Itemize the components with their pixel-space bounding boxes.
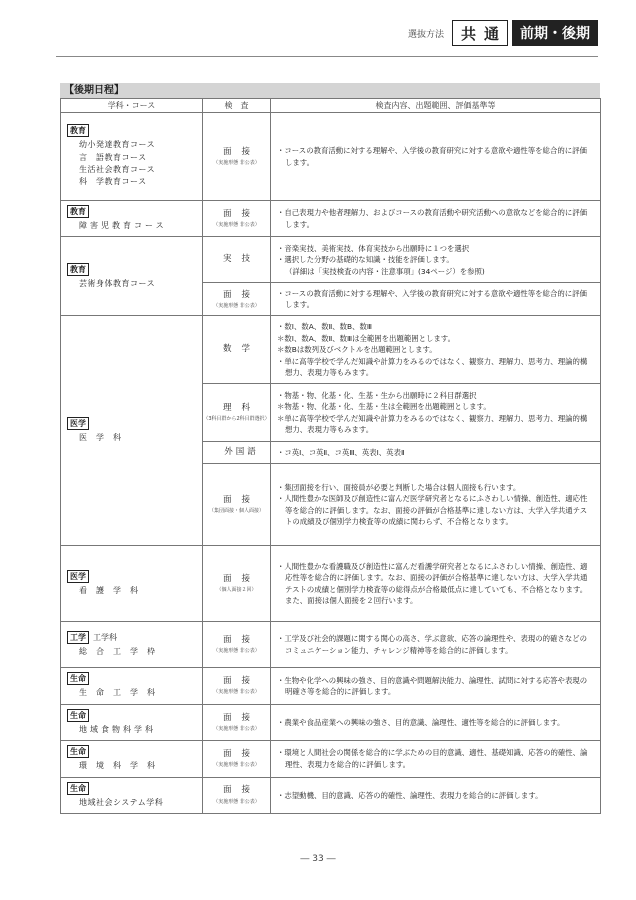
department-cell [61,741,203,777]
table-row [61,316,601,384]
description-item: ・人間性豊かな看護職及び創造性に富んだ看護学研究者となるにふさわしい情操、創造性、適応性等を総合的に評価します。なお、面接の評価が合格基準に達しない方は、大学入学共通テストの成績と個別学力検査等の総得点が合格最低点に達していても、不合格となります。また、面接は個人面接を２回行います。 [277,561,588,606]
department-cell [61,113,203,201]
description-item: ・物基・物、化基・化、生基・生から出願時に２科目群選択 [277,390,477,400]
faculty-tag: 医学 [67,570,89,583]
table-header-row [61,99,601,113]
description-cell [271,741,601,777]
description-cell [271,201,601,237]
faculty-tag: 教育 [67,263,89,276]
description-item: ・数Ⅰ、数A、数Ⅱ、数B、数Ⅲ [277,322,372,332]
description-item: ・農業や食品産業への興味の強さ、目的意識、論理性、適性等を総合的に評価します。 [277,717,565,727]
table-row [61,622,601,668]
faculty-tag: 工学 [67,631,89,644]
section-title: 【後期日程】 [60,83,600,98]
exam-cell [203,113,271,201]
course-name: 地域社会システム学科 [79,797,164,807]
term-badge: 前期・後期 [512,20,598,46]
header-divider [56,56,598,57]
department-cell [61,546,203,622]
faculty-tag: 医学 [67,417,89,430]
description-cell [271,316,601,384]
selection-method-label: 選抜方法 [407,29,444,40]
exam-name: 面接 [222,495,260,506]
table-row [61,668,601,704]
course-name: 言 語教育コース [79,152,147,162]
faculty-tag: 教育 [67,205,89,218]
exam-note: （実施形態 非公表） [213,302,260,309]
exam-cell [203,777,271,813]
exam-cell [203,442,271,464]
exam-name: 面接 [222,749,260,760]
exam-note: （実施形態 非公表） [213,762,260,769]
table-row [61,237,601,283]
exam-name: 数学 [222,344,260,355]
table-row [61,777,601,813]
exam-name: 面接 [222,574,260,585]
description-item: ＊単に高等学校で学んだ知識や計算力をみるのではなく、観察力、理解力、思考力、理論的構想力、表現力等もみます。 [277,413,588,435]
table-row [61,741,601,777]
description-item: ・単に高等学校で学んだ知識や計算力をみるのではなく、観察力、理解力、思考力、理論的構想力、表現力等もみます。 [277,356,588,378]
course-name: 看護学科 [79,586,147,596]
exam-cell [203,464,271,546]
exam-cell [203,237,271,283]
description-item: ・音楽実技、美術実技、体育実技から出願時に１つを選択 [277,243,470,253]
description-item: ・生物や化学への興味の強さ、目的意識や問題解決能力、論理性、試問に対する応答や表現の明確さ等を総合的に評価します。 [277,675,588,697]
course-name: 幼小発達教育コース [79,140,156,150]
description-item: ＊数Ⅰ、数A、数Ⅱ、数Ⅲは全範囲を出題範囲とします。 [277,333,455,343]
department-cell [61,668,203,704]
exam-note: （実施形態 非公表） [213,798,260,805]
column-header: 検査内容、出題範囲、評価基準等 [271,99,601,113]
description-item: ・志望動機、目的意識、応答の的確性、論理性、表現力を総合的に評価します。 [277,790,543,800]
department-cell [61,316,203,546]
department-cell [61,622,203,668]
description-note: （詳細は「実技検査の内容・注意事項」(34ページ）を参照) [285,266,485,276]
page-header [408,20,598,46]
exam-cell [203,384,271,442]
exam-note: （実施形態 非公表） [213,159,260,166]
description-item: ・人間性豊かな医師及び創造性に富んだ医学研究者となるにふさわしい情操、創造性、適応性等を総合的に評価します。なお、面接の評価が合格基準に達しない方は、大学入学共通テストの成績及び個別学力検査等の成績に関わらず、不合格となります。 [277,494,588,527]
description-item: ＊数Bは数列及びベクトルを出題範囲とします。 [277,345,437,355]
table-row [61,704,601,740]
table-row [61,113,601,201]
description-item: ＊物基・物、化基・化、生基・生は全範囲を出題範囲とします。 [277,402,491,412]
course-name: 地域食物科学科 [79,724,156,734]
faculty-tag: 教育 [67,124,89,137]
exam-name: 面接 [222,635,260,646]
exam-name: 面接 [222,712,260,723]
description-item: ・コ英Ⅰ、コ英Ⅱ、コ英Ⅲ、英表Ⅰ、英表Ⅱ [277,448,405,458]
description-item: ・集団面接を行い、面接員が必要と判断した場合は個人面接も行います。 [277,482,521,492]
description-cell [271,384,601,442]
department-cell [61,237,203,316]
column-header: 検 査 [203,99,271,113]
course-name: 総合工学枠 [79,647,164,657]
exam-name: 面接 [222,676,260,687]
schedule-table [60,98,601,814]
exam-note: （実施形態 非公表） [213,648,260,655]
description-cell [271,464,601,546]
faculty-tag: 生命 [67,782,89,795]
exam-name: 面接 [222,208,260,219]
course-name: 障害児教育コース [79,221,167,230]
exam-cell [203,316,271,384]
description-cell [271,546,601,622]
exam-name: 理科 [222,403,260,414]
description-cell [271,704,601,740]
course-name: 生命工学科 [79,688,164,698]
description-item: ・環境と人間社会の関係を総合的に学ぶための目的意識、適性、基礎知識、応答の的確性、論理性、表現力を総合的に評価します。 [277,748,588,769]
exam-note: （集団面接・個人面接） [208,508,264,515]
description-cell [271,668,601,704]
exam-name: 実技 [222,254,260,265]
course-name: 環境科学科 [79,761,164,771]
exam-note: （実施形態 非公表） [213,725,260,732]
department-cell [61,201,203,237]
exam-cell [203,668,271,704]
description-item: ・コースの教育活動に対する理解や、入学後の教育研究に対する意欲や適性等を総合的に評価します。 [277,288,587,310]
course-name: 科 学教育コース [79,177,147,187]
column-header: 学科・コース [61,99,203,113]
table-row [61,201,601,237]
faculty-tag: 生命 [67,709,89,722]
department-cell [61,704,203,740]
common-badge: 共通 [452,20,508,46]
course-name: 生活社会教育コース [79,165,156,174]
exam-cell [203,201,271,237]
faculty-line [67,631,196,646]
exam-note: （3科目群から2科目群選択） [203,416,270,423]
description-item: ・自己表現力や他者理解力、およびコースの教育活動や研究活動への意欲などを総合的に評価します。 [277,208,588,229]
exam-cell [203,622,271,668]
exam-cell [203,546,271,622]
exam-note: （実施形態 非公表） [213,689,260,696]
exam-note: （実施形態 非公表） [213,221,260,228]
description-item: ・工学及び社会的課題に関する関心の高さ、学ぶ意欲、応答の論理性や、表現の的確さなどのコミュニケーション能力、チャレンジ精神等を総合的に評価します。 [277,634,587,655]
faculty-tag: 生命 [67,745,89,758]
table-row [61,546,601,622]
page-number: ― 33 ― [300,854,336,864]
department-cell [61,777,203,813]
course-name: 芸術身体教育コース [79,278,156,288]
description-cell [271,622,601,668]
exam-name: 面接 [222,289,260,300]
exam-cell [203,704,271,740]
description-item: ・選択した分野の基礎的な知識・技能を評価します。 [277,255,454,265]
exam-cell [203,741,271,777]
description-cell [271,442,601,464]
exam-name: 面接 [222,785,260,796]
exam-note: （個人面接２回） [216,587,257,594]
exam-cell [203,283,271,316]
faculty-tag: 生命 [67,672,89,685]
description-cell [271,283,601,316]
course-name: 医学科 [79,433,130,443]
description-cell [271,777,601,813]
exam-name: 面接 [222,146,260,157]
exam-name: 外国語 [224,447,259,458]
description-cell [271,113,601,201]
department-name: 工学科 [93,633,117,643]
description-cell [271,237,601,283]
description-item: ・コースの教育活動に対する理解や、入学後の教育研究に対する意欲や適性等を総合的に評価します。 [277,146,587,167]
